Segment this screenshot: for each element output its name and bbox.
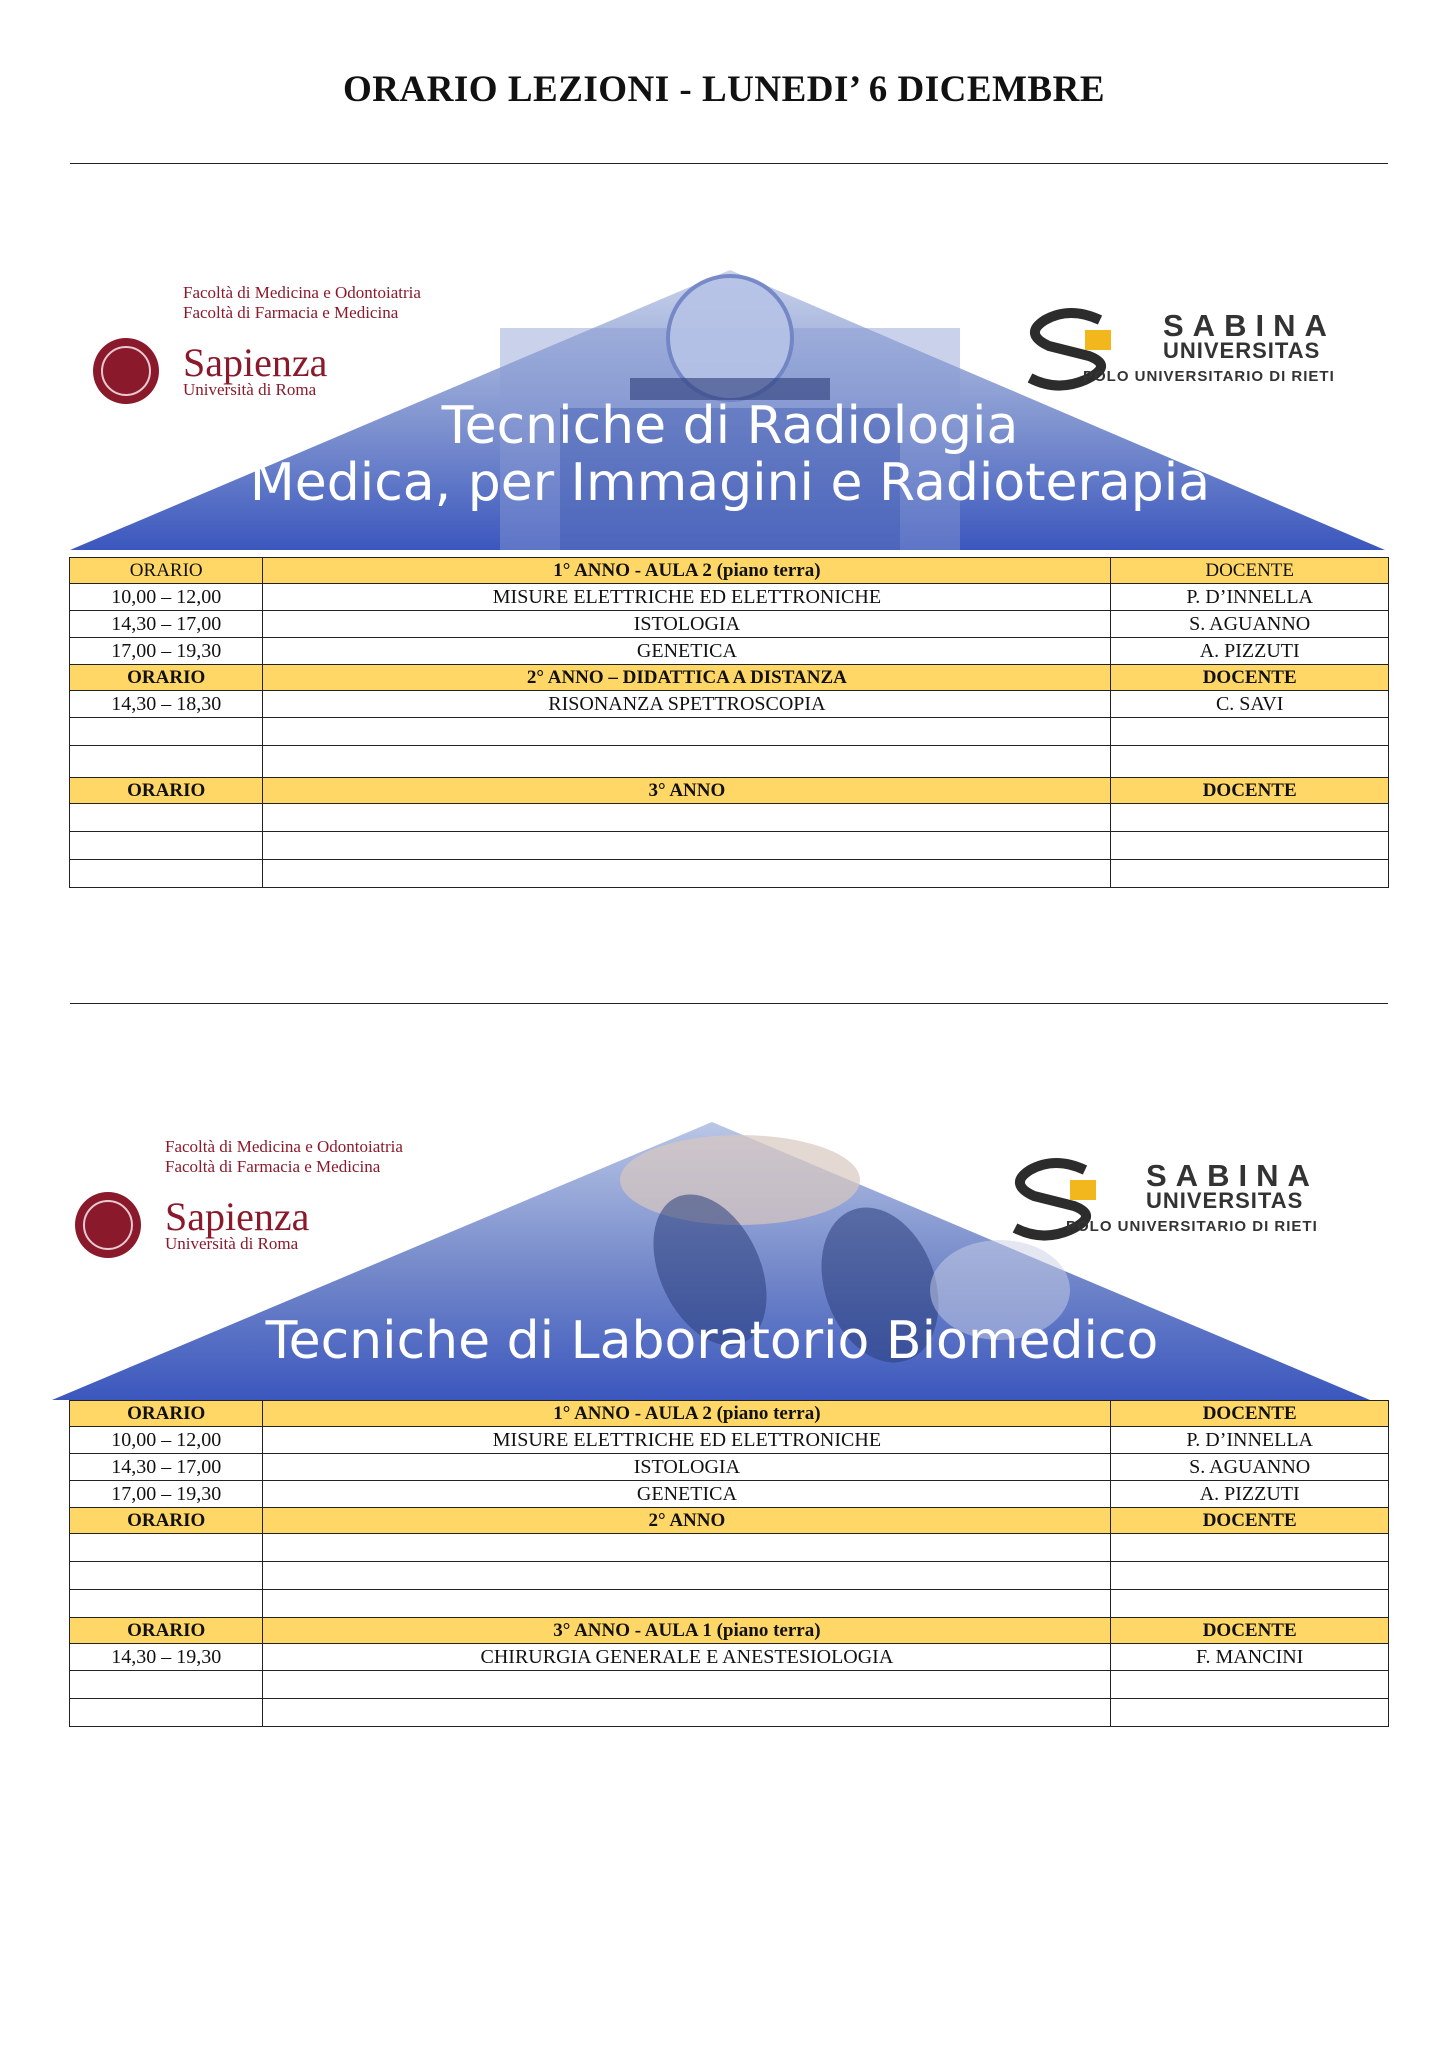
header-docente: DOCENTE [1111,558,1389,584]
table-header-row [70,1401,1389,1427]
sapienza-name: Sapienza [165,1194,310,1239]
cell-docente [1111,718,1389,746]
sapienza-faculty-1: Facoltà di Medicina e Odontoiatria [183,283,421,302]
banner-graphic [0,268,1448,550]
sapienza-name: Sapienza [183,340,328,385]
table-header-row [70,1508,1389,1534]
table-row [70,1454,1389,1481]
header-docente: DOCENTE [1111,778,1389,804]
cell-orario [70,1562,263,1590]
sapienza-sub: Università di Roma [165,1234,299,1253]
banner-laboratorio [0,1120,1448,1400]
cell-course [263,860,1111,888]
sabina-name: SABINA [1146,1158,1319,1193]
header-course: 3° ANNO - AULA 1 (piano terra) [263,1618,1111,1644]
cell-course [263,746,1111,778]
cell-orario [70,832,263,860]
cell-orario [70,1671,263,1699]
book-icon [1085,330,1111,350]
sapienza-logo [75,1137,403,1258]
header-orario: ORARIO [70,778,263,804]
table-row [70,1481,1389,1508]
table-row [70,832,1389,860]
table-row [70,746,1389,778]
sabina-polo: POLO UNIVERSITARIO DI RIETI [1083,368,1335,385]
cell-docente [1111,1590,1389,1618]
table-header-row [70,665,1389,691]
sabina-universitas: UNIVERSITAS [1163,338,1321,363]
cell-docente: A. PIZZUTI [1111,1481,1389,1508]
cell-course [263,1671,1111,1699]
table-header-row [70,1618,1389,1644]
cell-course [263,832,1111,860]
header-orario: ORARIO [70,558,263,584]
sabina-logo [1015,1158,1319,1236]
table-row [70,1644,1389,1671]
page-title: ORARIO LEZIONI - LUNEDI’ 6 DICEMBRE [342,69,1106,110]
table-row [70,1562,1389,1590]
cell-course [263,1590,1111,1618]
table-header-row [70,558,1389,584]
cell-course: ISTOLOGIA [263,1454,1111,1481]
cell-orario: 10,00 – 12,00 [70,584,263,611]
cell-course: MISURE ELETTRICHE ED ELETTRONICHE [263,1427,1111,1454]
table-row [70,1590,1389,1618]
table-row [70,611,1389,638]
header-course: 1° ANNO - AULA 2 (piano terra) [263,558,1111,584]
banner-title-line1: Tecniche di Laboratorio Biomedico [265,1311,1159,1371]
header-docente: DOCENTE [1111,1618,1389,1644]
sapienza-faculty-1: Facoltà di Medicina e Odontoiatria [165,1137,403,1156]
cell-course: CHIRURGIA GENERALE E ANESTESIOLOGIA [263,1644,1111,1671]
sabina-polo: POLO UNIVERSITARIO DI RIETI [1066,1218,1318,1235]
sapienza-sub: Università di Roma [183,380,317,399]
cell-orario [70,1534,263,1562]
divider-middle [70,1003,1388,1004]
header-orario: ORARIO [70,665,263,691]
cell-docente [1111,746,1389,778]
table-row [70,1534,1389,1562]
cell-course [263,804,1111,832]
cell-docente: C. SAVI [1111,691,1389,718]
sabina-logo [1030,308,1336,386]
table-row [70,1671,1389,1699]
cell-docente: P. D’INNELLA [1111,1427,1389,1454]
cell-orario [70,804,263,832]
cell-orario [70,1699,263,1727]
table-row [70,860,1389,888]
cell-orario: 14,30 – 17,00 [70,611,263,638]
cell-orario [70,1590,263,1618]
cell-docente [1111,860,1389,888]
book-icon [1070,1180,1096,1200]
cell-docente: S. AGUANNO [1111,611,1389,638]
cell-docente [1111,832,1389,860]
cell-course: ISTOLOGIA [263,611,1111,638]
cell-docente [1111,1671,1389,1699]
cell-course [263,1562,1111,1590]
schedule-table-laboratorio [69,1400,1389,1727]
cell-docente: A. PIZZUTI [1111,638,1389,665]
cell-orario [70,746,263,778]
table-row [70,638,1389,665]
sapienza-faculty-2: Facoltà di Farmacia e Medicina [183,303,399,322]
header-course: 1° ANNO - AULA 2 (piano terra) [263,1401,1111,1427]
cell-course: GENETICA [263,638,1111,665]
cell-course: GENETICA [263,1481,1111,1508]
cell-docente: F. MANCINI [1111,1644,1389,1671]
cell-orario: 17,00 – 19,30 [70,638,263,665]
header-course: 3° ANNO [263,778,1111,804]
cell-course [263,718,1111,746]
banner-radiologia [0,268,1448,550]
cell-course [263,1534,1111,1562]
header-orario: ORARIO [70,1618,263,1644]
banner-title-line2: Medica, per Immagini e Radioterapia [249,453,1211,513]
table-row [70,584,1389,611]
cell-course [263,1699,1111,1727]
cell-course: RISONANZA SPETTROSCOPIA [263,691,1111,718]
header-orario: ORARIO [70,1508,263,1534]
cell-orario: 14,30 – 17,00 [70,1454,263,1481]
table-row [70,1699,1389,1727]
cell-orario: 17,00 – 19,30 [70,1481,263,1508]
sapienza-faculty-2: Facoltà di Farmacia e Medicina [165,1157,381,1176]
header-orario: ORARIO [70,1401,263,1427]
sabina-name: SABINA [1163,308,1336,343]
table-row [70,718,1389,746]
banner-graphic [0,1120,1448,1400]
header-course: 2° ANNO [263,1508,1111,1534]
schedule-table-radiologia [69,557,1389,888]
cell-docente [1111,804,1389,832]
cell-orario: 14,30 – 18,30 [70,691,263,718]
sabina-universitas: UNIVERSITAS [1146,1188,1304,1213]
cell-course: MISURE ELETTRICHE ED ELETTRONICHE [263,584,1111,611]
header-course: 2° ANNO – DIDATTICA A DISTANZA [263,665,1111,691]
cell-orario [70,718,263,746]
cell-orario: 10,00 – 12,00 [70,1427,263,1454]
cell-docente [1111,1534,1389,1562]
table-row [70,804,1389,832]
header-docente: DOCENTE [1111,1401,1389,1427]
table-row [70,1427,1389,1454]
header-docente: DOCENTE [1111,1508,1389,1534]
header-docente: DOCENTE [1111,665,1389,691]
cell-orario: 14,30 – 19,30 [70,1644,263,1671]
table-header-row [70,778,1389,804]
table-row [70,691,1389,718]
cell-docente: S. AGUANNO [1111,1454,1389,1481]
cell-docente [1111,1562,1389,1590]
banner-title-line1: Tecniche di Radiologia [441,396,1019,456]
divider-top [70,163,1388,164]
cell-docente: P. D’INNELLA [1111,584,1389,611]
cell-docente [1111,1699,1389,1727]
sapienza-logo [93,283,421,404]
cell-orario [70,860,263,888]
